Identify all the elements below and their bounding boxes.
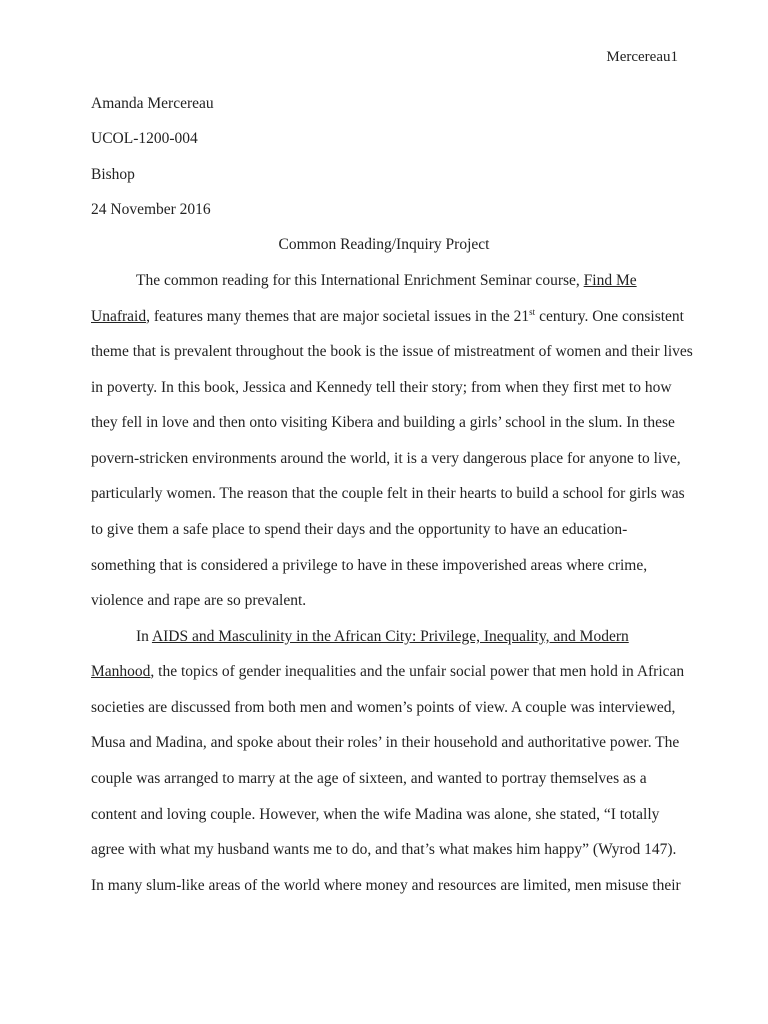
paragraph-line: societies are discussed from both men and women’s points of view. A couple was interviewed, [91,699,676,716]
text-run: century. One consistent [535,308,684,325]
text-run: , features many themes that are major societal issues in the 21 [146,308,530,325]
paragraph-line: theme that is prevalent throughout the book is the issue of mistreatment of women and their lives [91,343,693,360]
paragraph-line [136,628,629,646]
document-title: Common Reading/Inquiry Project [278,236,490,253]
paragraph-line [91,663,684,681]
running-head: Mercereau1 [606,49,678,65]
instructor-name: Bishop [91,166,135,183]
course-code: UCOL-1200-004 [91,130,198,147]
text-run: , the topics of gender inequalities and the unfair social power that men hold in African [150,663,685,680]
paragraph-line: in poverty. In this book, Jessica and Kennedy tell their story; from when they first met to how [91,379,672,396]
paragraph-line [91,308,684,326]
book-title: Unafraid [91,308,147,325]
text-run: In [136,628,152,645]
book-title: Find Me [583,272,637,289]
paragraph-line: content and loving couple. However, when the wife Madina was alone, she stated, “I totally [91,806,660,823]
book-title: Manhood [91,663,151,680]
paragraph-line [136,272,637,290]
paragraph-line: particularly women. The reason that the couple felt in their hearts to build a school for girls was [91,485,685,502]
text-run: The common reading for this International Enrichment Seminar course, [136,272,584,289]
author-name: Amanda Mercereau [91,95,214,112]
paragraph-line: violence and rape are so prevalent. [91,592,307,609]
paragraph-line: Musa and Madina, and spoke about their roles’ in their household and authoritative power. The [91,734,680,751]
paragraph-line: couple was arranged to marry at the age of sixteen, and wanted to portray themselves as a [91,770,647,787]
paragraph-line: In many slum-like areas of the world where money and resources are limited, men misuse their [91,877,681,894]
paragraph-line: povern-stricken environments around the world, it is a very dangerous place for anyone to live, [91,450,681,467]
book-title: AIDS and Masculinity in the African City: Privilege, Inequality, and Modern [151,628,629,645]
superscript: st [529,307,536,317]
paragraph-line: agree with what my husband wants me to do, and that’s what makes him happy” (Wyrod 147). [91,841,677,858]
document-date: 24 November 2016 [91,201,211,218]
paragraph-line: to give them a safe place to spend their days and the opportunity to have an education- [91,521,628,538]
paragraph-line: they fell in love and then onto visiting Kibera and building a girls’ school in the slum. In these [91,414,675,431]
paragraph-line: something that is considered a privilege to have in these impoverished areas where crime, [91,557,648,574]
